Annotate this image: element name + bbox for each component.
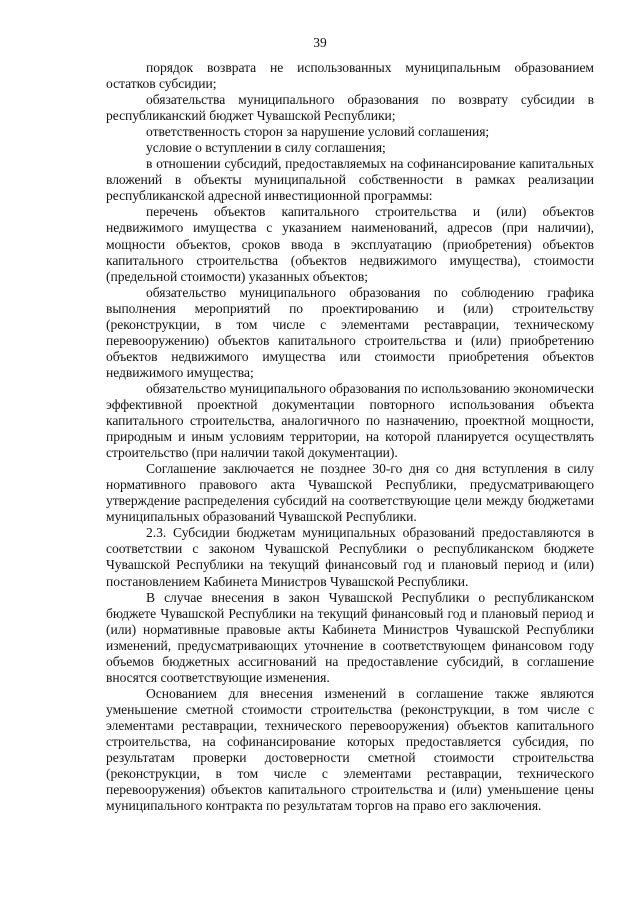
paragraph-object-list: перечень объектов капитального строительства и (или) объектов недвижимого имущества с указанием наименований, адресов (при наличии), мощности объектов, сроков ввода в эксплуатацию (приобретения) объектов капитального строительства (объектов недвижимого имущества), стоимости (предельной стоимости) указанных объектов; <box>106 204 594 284</box>
paragraph-design-documentation: обязательство муниципального образования по использованию экономически эффективной проектной документации повторного использования объекта капитального строительства, аналогичного по назначению, проектной мощности, природным и иным условиям территории, на которой планируется осуществлять строительство (при наличии такой документации). <box>106 380 594 461</box>
paragraph-amendment-grounds: Основанием для внесения изменений в соглашение также являются уменьшение сметной стоимости строительства (реконструкции, в том числе с элементами реставрации, технического перевооружения) объектов капитального строительства, на софинансирование которых предоставляется субсидия, по результатам проверки достоверности сметной стоимости строительства (реконструкции, в том числе с элементами реставрации, технического перевооружения) объектов капитального строительства и (или) уменьшение цены муниципального контракта по результатам торгов на право его заключения. <box>106 685 594 814</box>
page-number: 39 <box>313 35 327 50</box>
paragraph-section-2-3: 2.3. Субсидии бюджетам муниципальных образований предоставляются в соответствии с законом Чувашской Республики о республиканском бюджете Чувашской Республики на текущий финансовый год и плановый период и (или) постановлением Кабинета Министров Чувашской Республики. <box>106 525 594 589</box>
paragraph-entry-into-force: условие о вступлении в силу соглашения; <box>146 140 386 156</box>
paragraph-capital-investment-subsidies: в отношении субсидий, предоставляемых на софинансирование капитальных вложений в объекты муниципальной собственности в рамках реализации республиканской адресной инвестиционной программы: <box>106 156 594 204</box>
paragraph-refund-obligations: обязательства муниципального образования по возврату субсидии в республиканский бюджет Чувашской Республики; <box>106 92 594 124</box>
paragraph-liability: ответственность сторон за нарушение условий соглашения; <box>146 124 490 140</box>
paragraph-agreement-deadline: Соглашение заключается не позднее 30-го дня со дня вступления в силу нормативного правового акта Чувашской Республики, предусматривающего утверждение распределения субсидий на соответствующие цели между бюджетами муниципальных образований Чувашской Республики. <box>106 461 594 525</box>
paragraph-budget-amendments: В случае внесения в закон Чувашской Республики о республиканском бюджете Чувашской Республики на текущий финансовый год и плановый период и (или) нормативные правовые акты Кабинета Министров Чувашской Республики изменений, предусматривающих уточнение в соответствующем финансовом году объемов бюджетных ассигнований на предоставление субсидий, в соглашение вносятся соответствующие изменения. <box>106 589 594 685</box>
paragraph-schedule-obligation: обязательство муниципального образования по соблюдению графика выполнения мероприятий по проектированию и (или) строительству (реконструкции, в том числе с элементами реставрации, техническому перевооружению) объектов капитального строительства и (или) приобретению объектов недвижимого имущества или стоимости приобретения объектов недвижимого имущества; <box>106 284 594 380</box>
document-body <box>106 60 594 814</box>
paragraph-return-procedure: порядок возврата не использованных муниципальным образованием остатков субсидии; <box>106 60 594 92</box>
